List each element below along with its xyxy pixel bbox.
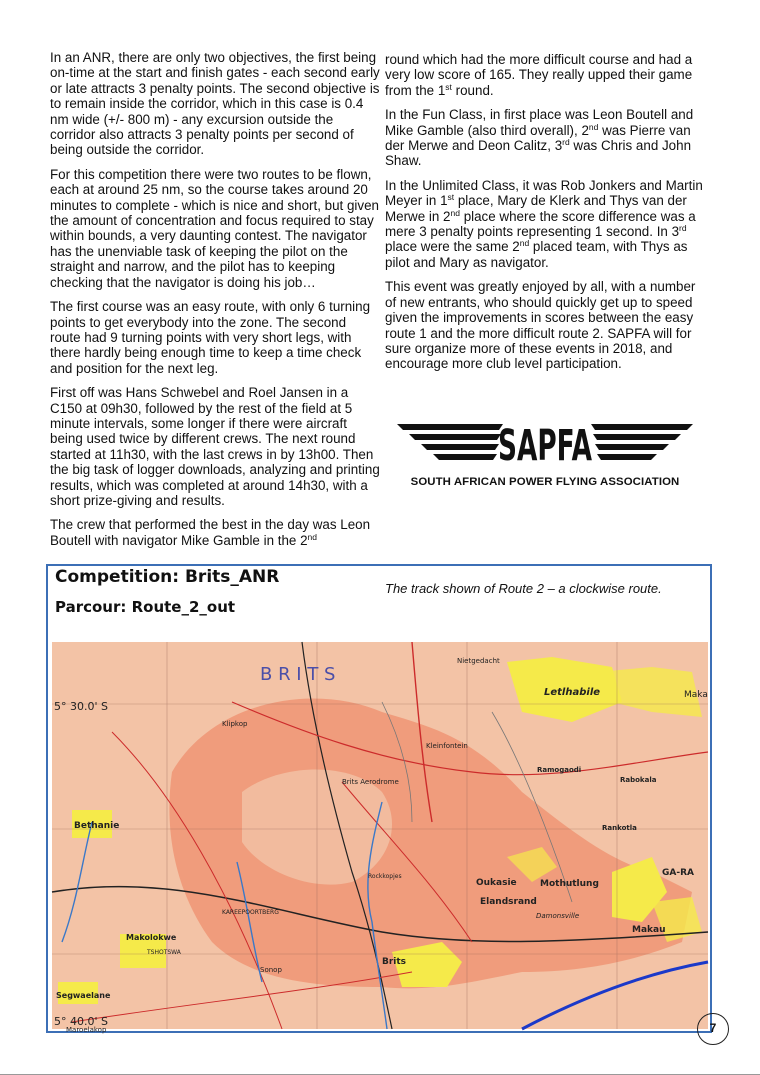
map-label: Maroelakop	[66, 1026, 107, 1034]
paragraph	[385, 107, 710, 169]
logo-text: SAPFA	[498, 421, 593, 471]
map-label: B R I T S	[260, 664, 336, 685]
paragraph: For this competition there were two routes to be flown, each at around 25 nm, so the course takes around 20 minutes to complete - which is nice and short, but given the amount of concentration and focus required to stay within bounds, a very daunting contest. The navigator has the unenviable task of keeping the pilot on the straight and narrow, and the pilot has to keeping checking that the navigator is doing his job…	[50, 166, 379, 290]
map-label: Rankotla	[602, 824, 637, 832]
paragraph: In an ANR, there are only two objectives, the first being on-time at the start and finish gates - each second early or late attracts 3 penalty points. The second objective is to remain inside the corridor, which in this case is 0.4 nm wide (+/- 800 m) - any excursion outside the corridor also attracts 3 penalty points per second of being outside the corridor.	[50, 50, 380, 158]
map-label: Nietgedacht	[457, 657, 500, 665]
text-run: place, Mary de Klerk and Thys van der Merwe in 2	[385, 193, 687, 224]
paragraph	[50, 517, 380, 548]
map-label: Makolokwe	[126, 933, 177, 942]
map-label: Letlhabile	[544, 687, 601, 698]
map-label: Brits	[382, 957, 407, 967]
text-run: place were the same 2	[385, 239, 520, 255]
page-number: 7	[697, 1013, 729, 1045]
figure-caption: The track shown of Route 2 – a clockwise route.	[385, 581, 662, 596]
map-label: 5° 30.0' S	[54, 700, 108, 713]
map-label: Ramogaodi	[537, 766, 582, 774]
superscript: st	[447, 192, 455, 203]
map-title: Competition: Brits_ANR	[55, 567, 280, 587]
map-parcour: Parcour: Route_2_out	[55, 598, 236, 616]
logo-wing-left	[397, 424, 503, 460]
paragraph	[385, 178, 710, 270]
map-label: KAREEPOORTBERG	[222, 909, 279, 916]
map-label: Bethanie	[74, 821, 120, 831]
superscript: nd	[519, 238, 530, 249]
route-map	[52, 642, 708, 1034]
paragraph: This event was greatly enjoyed by all, with a number of new entrants, who should quickly get up to speed given the improvements in scores between the easy route 1 and the more difficult route 2. SAPFA will for sure organize more of these events in 2018, and encourage more club level participation.	[385, 279, 696, 372]
paragraph: First off was Hans Schwebel and Roel Jansen in a C150 at 09h30, followed by the rest of the field at 5 minute intervals, some longer if there were aircraft being used twice by different crews. The next round started at 11h30, with the last crews in by 13h00. Then the big task of logger downloads, analyzing and printing results, which was completed at around 14h30, with a short prize-giving and results.	[50, 385, 380, 508]
paragraph: The first course was an easy route, with only 6 turning points to get everybody into the zone. The second route had 9 turning points with very short legs, with there hardly being enough time to keep a time check and position for the next leg.	[50, 299, 371, 376]
superscript: nd	[588, 121, 599, 132]
text-run: In the Unlimited Class, it was Rob Jonkers and Martin Meyer in 1	[385, 177, 703, 209]
map-label: Oukasie	[476, 878, 517, 888]
superscript: st	[445, 81, 452, 92]
map-label: Rockkopjes	[368, 873, 402, 880]
map-label: Mothutlung	[540, 879, 599, 889]
paragraph	[385, 52, 710, 98]
map-label: Kleinfontein	[426, 742, 468, 750]
map-label: 5° 40.0' S	[54, 1015, 108, 1028]
text-run: place where the score difference was a mere 3 penalty points representing 1 second. In 3	[385, 208, 696, 240]
map-label: TSHOTSWA	[147, 949, 181, 956]
superscript: nd	[307, 531, 317, 542]
map-figure	[46, 564, 712, 1033]
map-label: Elandsrand	[480, 897, 537, 907]
map-label: GA-RA	[662, 868, 694, 878]
map-label: Makau	[632, 925, 666, 935]
map-label: Damonsville	[536, 912, 580, 920]
superscript: rd	[679, 223, 687, 234]
text-run: was Pierre van der Merwe and Deon Calitz, 3	[385, 122, 691, 154]
superscript: nd	[450, 207, 460, 218]
article-left-column	[50, 50, 380, 557]
map-label: Brits Aerodrome	[342, 778, 399, 786]
map-label: Maka	[684, 690, 708, 700]
article-right-column	[385, 52, 710, 381]
text-run: was Chris and John Shaw.	[385, 138, 692, 169]
logo-caption: SOUTH AFRICAN POWER FLYING ASSOCIATION	[410, 476, 680, 488]
text-run: In the Fun Class, in first place was Leon Boutell and Mike Gamble (also third overall), 2	[385, 107, 694, 138]
map-label: Sonop	[260, 966, 282, 974]
map-label: Rabokala	[620, 776, 657, 784]
text-run: The crew that performed the best in the day was Leon Boutell with navigator Mike Gamble in the 2	[50, 517, 371, 548]
text-run: placed team, with Thys as pilot and Mary as navigator.	[385, 239, 688, 270]
text-run: round.	[451, 82, 494, 98]
text-run: round which had the more difficult course and had a very low score of 165. They really upped their game from the 1	[385, 52, 693, 98]
superscript: rd	[562, 137, 570, 148]
logo-wing-right	[591, 424, 693, 460]
map-label: Klipkop	[222, 720, 248, 728]
map-label: Segwaelane	[56, 991, 111, 1000]
